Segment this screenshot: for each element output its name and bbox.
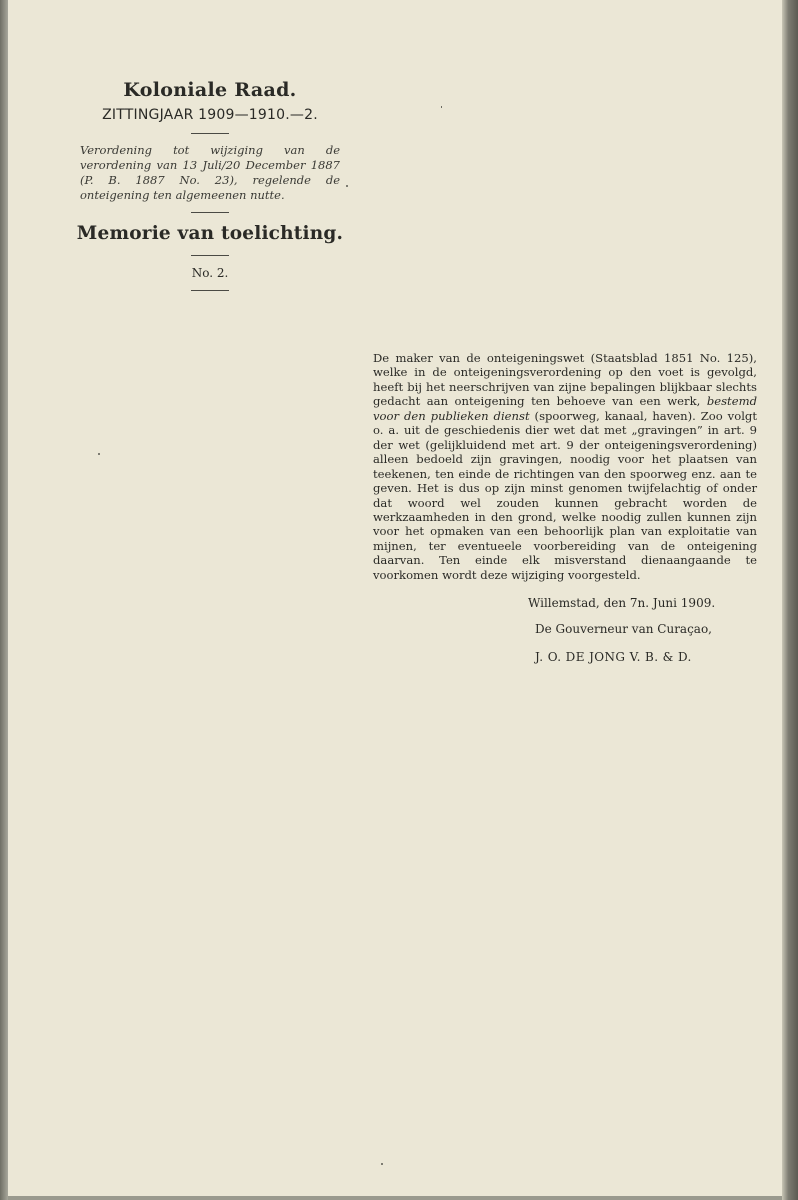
paragraph-text-italic: bestemd voor den publieken dienst: [373, 394, 757, 423]
divider-rule: [191, 212, 229, 213]
paper-speck: [381, 1163, 383, 1165]
paper-speck: [441, 106, 442, 108]
signature-line: J. O. DE JONG V. B. & D.: [535, 650, 692, 664]
place-date: Willemstad, den 7n. Juni 1909.: [528, 596, 716, 610]
explanation-paragraph: [373, 351, 757, 582]
governor-title: De Gouverneur van Curaçao,: [535, 622, 712, 636]
explanation-body: [373, 351, 757, 582]
header-block: [74, 78, 346, 300]
book-spine: [0, 0, 8, 1200]
paper-speck: [98, 453, 100, 455]
paper-speck: [346, 185, 348, 187]
document-page: [8, 0, 782, 1196]
divider-rule: [191, 255, 229, 256]
paragraph-text-start: De maker van de onteigeningswet (Staatsblad 1851 No. 125), welke in de onteigeningsverordening op den voet is gevolgd, heeft bij het neerschrijven van zijne bepalingen blijkbaar slechts gedacht aan onteigening ten behoeve van een werk,: [373, 351, 757, 409]
paragraph-text-end: (spoorweg, kanaal, haven). Zoo volgt o. a. uit de geschiedenis dier wet dat met „gravingen” in art. 9 der wet (gelijkluidend met art. 9 der onteigeningsverordening) alleen bedoeld zijn gravingen, noodig voor het plaatsen van teekenen, ten einde de richtingen van den spoorweg enz. aan te geven. Het is dus op zijn minst genomen twijfelachtig of onder dat woord wel zouden kunnen gebracht worden de werkzaamheden in den grond, welke noodig zullen kunnen zijn voor het opmaken van een behoorlijk plan van exploitatie van mijnen, ter eventueele voorbereiding van de onteigening daarvan. Ten einde elk misverstand dienaangaande te voorkomen wordt deze wijziging voorgesteld.: [373, 408, 757, 582]
divider-rule: [191, 290, 229, 291]
ordinance-subject: Verordening tot wijziging van de verordening van 13 Juli/20 December 1887 (P. B. 1887 No. 23), regelende de onteigening ten algemeenen nutte.: [80, 143, 340, 202]
divider-rule: [191, 133, 229, 134]
document-number: No. 2.: [191, 266, 229, 280]
session-year: ZITTINGJAAR 1909—1910.—2.: [102, 107, 318, 123]
memorie-title: Memorie van toelichting.: [76, 223, 344, 244]
council-title: Koloniale Raad.: [123, 79, 297, 101]
page-edge: [782, 0, 798, 1200]
